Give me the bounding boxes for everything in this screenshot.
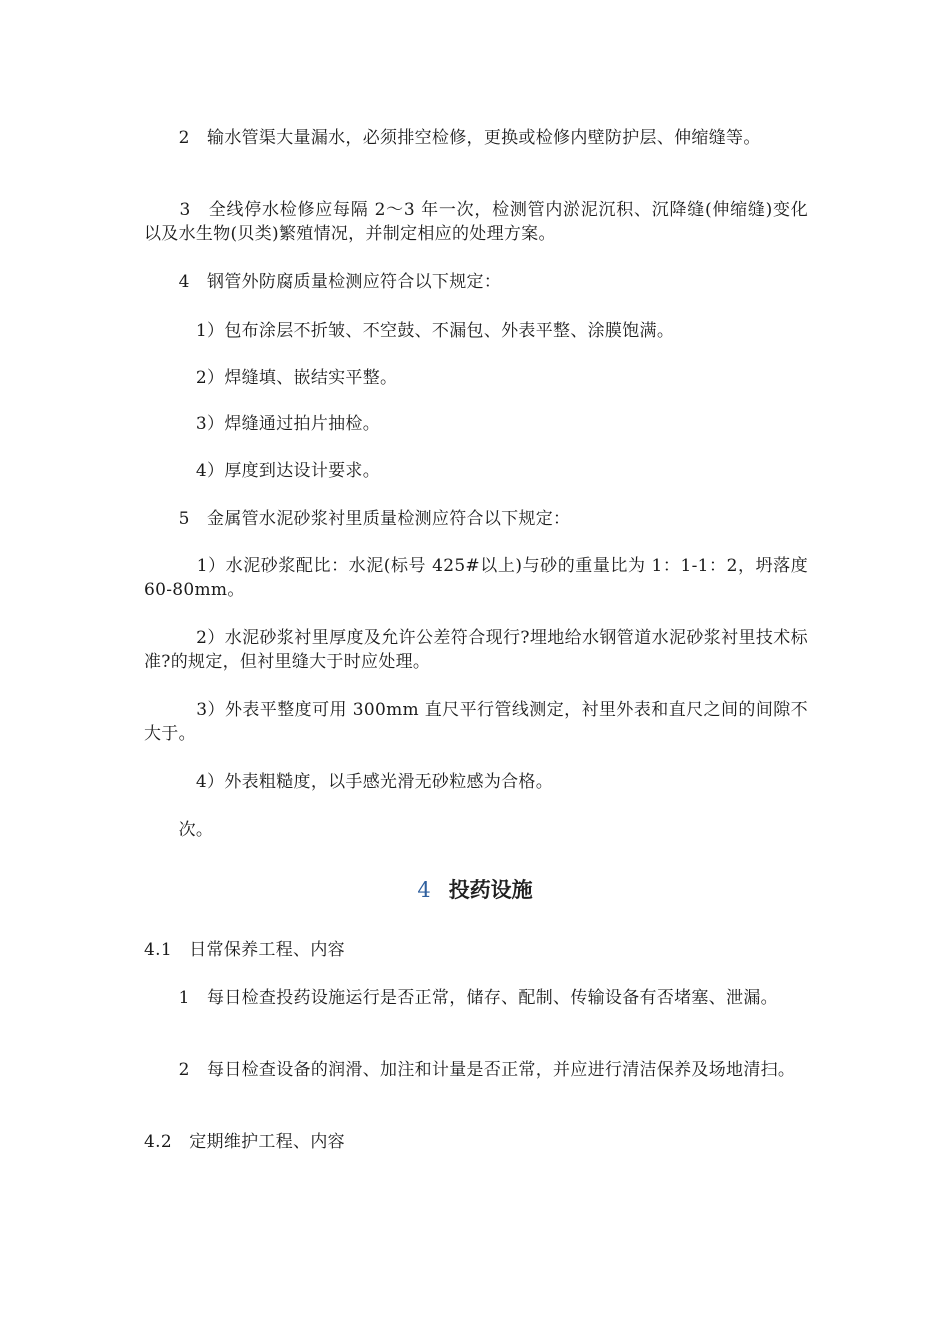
list-item-5-3: 3）外表平整度可用 300mm 直尺平行管线测定，衬里外表和直尺之间的间隙不大于。 <box>144 700 808 744</box>
section-heading <box>0 876 950 904</box>
list-item-5-1: 1）水泥砂浆配比：水泥(标号 425#以上)与砂的重量比为 1：1-1：2，坍落度 60-80mm。 <box>144 556 808 600</box>
list-item-5-2: 2）水泥砂浆衬里厚度及允许公差符合现行?埋地给水钢管道水泥砂浆衬里技术标准?的规定，但衬里缝大于时应处理。 <box>144 628 808 672</box>
section-title: 投药设施 <box>448 878 533 902</box>
list-item-5-4: 4）外表粗糙度，以手感光滑无砂粒感为合格。 <box>144 772 554 792</box>
paragraph-2-pipe-leak: 2 输水管渠大量漏水，必须排空检修，更换或检修内壁防护层、伸缩缝等。 <box>144 128 761 148</box>
paragraph-5-mortar-lining: 5 金属管水泥砂浆衬里质量检测应符合以下规定： <box>144 509 571 529</box>
subsection-4-1-heading: 4.1 日常保养工程、内容 <box>144 940 345 960</box>
list-item-4-2: 2）焊缝填、嵌结实平整。 <box>144 368 398 388</box>
list-item-4-4: 4）厚度到达设计要求。 <box>144 461 381 481</box>
subsection-4-2-heading: 4.2 定期维护工程、内容 <box>144 1132 345 1152</box>
list-item-4-1: 1）包布涂层不折皱、不空鼓、不漏包、外表平整、涂膜饱满。 <box>144 321 675 341</box>
paragraph-times: 次。 <box>144 820 214 840</box>
list-item-4-3: 3）焊缝通过拍片抽检。 <box>144 414 381 434</box>
paragraph-daily-check: 1 每日检查投药设施运行是否正常，储存、配制、传输设备有否堵塞、泄漏。 <box>144 988 778 1008</box>
paragraph-daily-lubrication: 2 每日检查设备的润滑、加注和计量是否正常，并应进行清洁保养及场地清扫。 <box>144 1060 796 1080</box>
paragraph-4-steel-pipe: 4 钢管外防腐质量检测应符合以下规定： <box>144 272 502 292</box>
paragraph-3-inspection: 3 全线停水检修应每隔 2～3 年一次，检测管内淤泥沉积、沉降缝(伸缩缝)变化以及水生物(贝类)繁殖情况，并制定相应的处理方案。 <box>144 200 808 244</box>
section-number: 4 <box>417 878 431 902</box>
